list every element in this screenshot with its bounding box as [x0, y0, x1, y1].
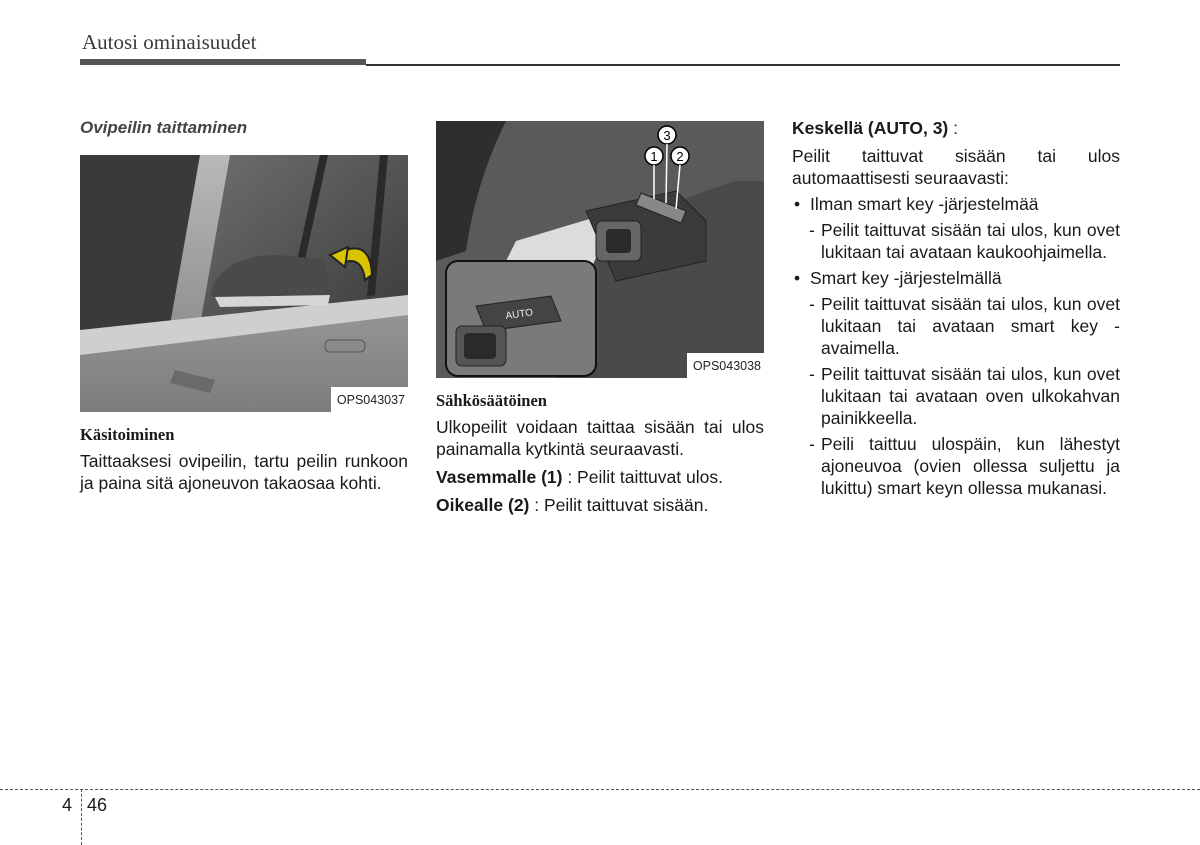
list-item: - Peili taittuu ulospäin, kun lähestyt ajoneuvoa (ovien ollessa suljettu ja lukittu) smart keyn ollessa mukanasi. [809, 434, 1120, 498]
figure-code: OPS043038 [687, 353, 764, 378]
bullet-smart-key: • Smart key -järjestelmällä [792, 267, 1120, 289]
list-item: - Peilit taittuvat sisään tai ulos, kun ovet lukitaan tai avataan oven ulkokahvan painikkeella. [809, 364, 1120, 428]
subheading-electric: Sähkösäätöinen [436, 391, 547, 410]
electric-body-text: Ulkopeilit voidaan taittaa sisään tai ulos painamalla kytkintä seuraavasti. [436, 417, 764, 459]
column-manual [80, 115, 408, 494]
header-title: Autosi ominaisuudet [82, 30, 257, 54]
footer-divider [81, 789, 82, 845]
page-number: 46 [87, 795, 108, 815]
right-label: Oikealle (2) [436, 495, 530, 515]
right-text: : Peilit taittuvat sisään. [529, 495, 709, 515]
callout-2 [671, 147, 689, 165]
chapter-number: 4 [62, 795, 73, 815]
svg-text:AUTO: AUTO [504, 307, 534, 322]
svg-text:3: 3 [663, 128, 671, 143]
callout-1 [645, 147, 663, 165]
mirror-switch-illustration [436, 121, 764, 378]
list-item-text: Peili taittuu ulospäin, kun lähestyt ajoneuvoa (ovien ollessa suljettu ja lukittu) smart keyn ollessa mukanasi. [821, 434, 1120, 498]
figure-code: OPS043037 [331, 387, 408, 412]
left-description [436, 466, 764, 488]
list-item: - Peilit taittuvat sisään tai ulos, kun ovet lukitaan tai avataan kaukoohjaimella. [809, 220, 1120, 262]
column-auto [792, 115, 1120, 499]
subheading-manual: Käsitoiminen [80, 425, 175, 444]
car-mirror-image [80, 155, 408, 412]
list-item: - Peilit taittuvat sisään tai ulos, kun ovet lukitaan tai avataan smart key -avaimella. [809, 294, 1120, 358]
left-label: Vasemmalle (1) [436, 467, 563, 487]
column-electric [436, 115, 764, 516]
header-rule [366, 64, 1120, 66]
svg-text:1: 1 [650, 149, 658, 164]
list-item-text: Peilit taittuvat sisään tai ulos, kun ovet lukitaan tai avataan smart key -avaimella. [821, 294, 1120, 358]
section-title: Ovipeilin taittaminen [80, 118, 248, 137]
mirror-fold-illustration [80, 155, 408, 412]
bullet-no-smart-key: • Ilman smart key -järjestelmää [792, 193, 1120, 215]
auto-heading [792, 117, 1120, 139]
auto-heading-label: Keskellä (AUTO, 3) [792, 118, 949, 138]
svg-text:2: 2 [676, 149, 684, 164]
list-item-text: Peilit taittuvat sisään tai ulos, kun ovet lukitaan tai avataan kaukoohjaimella. [821, 220, 1120, 262]
list-item-text: Peilit taittuvat sisään tai ulos, kun ovet lukitaan tai avataan oven ulkokahvan painikkeella. [821, 364, 1120, 428]
manual-body-text: Taittaaksesi ovipeilin, tartu peilin runkoon ja paina sitä ajoneuvon takaosaa kohti. [80, 451, 408, 493]
header-bar [80, 59, 366, 65]
door-switch-image [436, 121, 764, 378]
left-text: : Peilit taittuvat ulos. [562, 467, 723, 487]
auto-intro: Peilit taittuvat sisään tai ulos automaattisesti seuraavasti: [792, 146, 1120, 188]
footer-rule [0, 789, 1200, 790]
callout-3 [658, 126, 676, 144]
right-description [436, 494, 764, 516]
auto-heading-suffix: : [948, 118, 958, 138]
